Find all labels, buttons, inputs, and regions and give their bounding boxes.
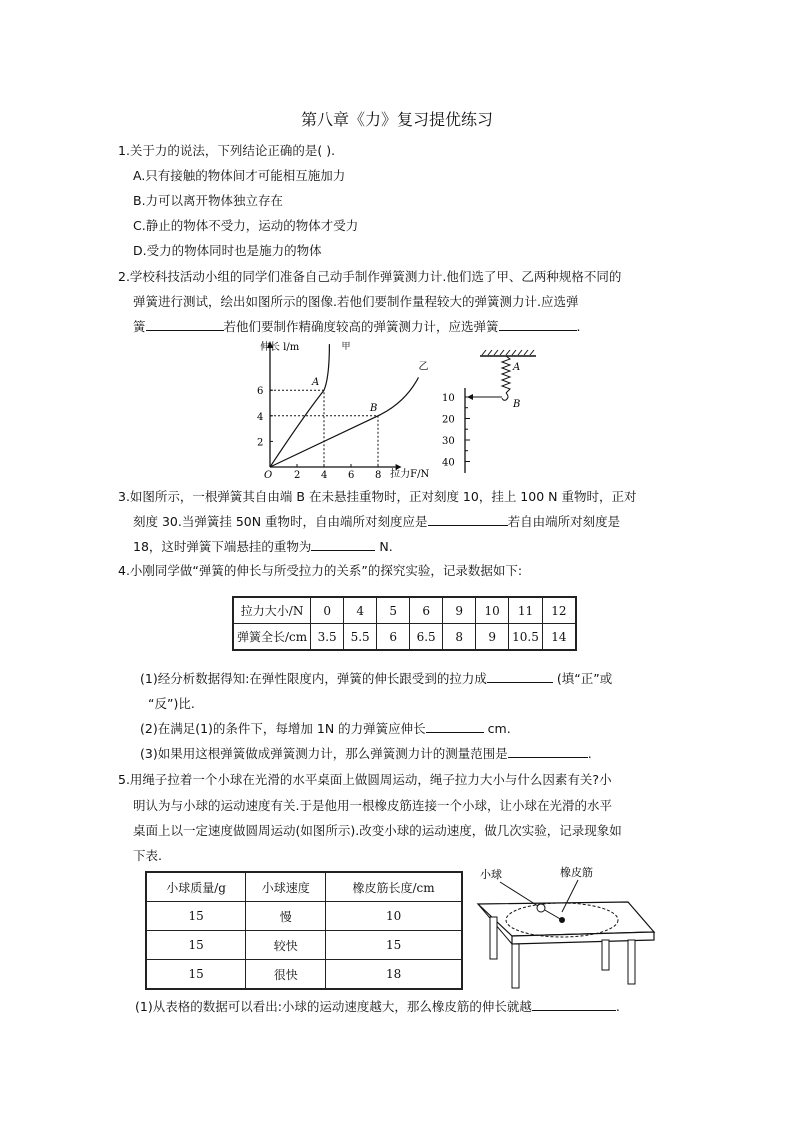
table-cell: 11 [509, 597, 543, 624]
q4-s3 [140, 745, 592, 763]
q4-data-table [232, 596, 577, 651]
q2-line3 [133, 318, 581, 336]
q5-text: (1)从表格的数据可以看出:小球的运动速度越大，那么橡皮筋的伸长就越 [135, 999, 532, 1014]
label-a: A [513, 362, 521, 373]
x-axis-label: 拉力F/N [390, 469, 430, 480]
ceiling-hatch [494, 350, 498, 355]
x-tick-label: 8 [375, 470, 382, 480]
q5-line4: 下表. [133, 848, 162, 863]
q3-text: 18，这时弹簧下端悬挂的重物为 [133, 539, 312, 554]
spring-scale-diagram [440, 345, 540, 477]
q4-s2 [140, 720, 511, 738]
q4-table-row [233, 624, 576, 651]
answer-blank[interactable] [426, 720, 484, 733]
q5-line2: 明认为与小球的运动速度有关.于是他用一根橡皮筋连接一个小球，让小球在光滑的水平 [133, 798, 612, 813]
table-cell: 9 [476, 624, 509, 651]
q3-line3 [133, 538, 393, 556]
q4-stem: 4.小刚同学做“弹簧的伸长与所受拉力的关系”的探究实验，记录数据如下: [118, 563, 523, 578]
ball-label: 小球 [480, 868, 502, 881]
ceiling-hatch [506, 350, 510, 355]
table-cell: 10.5 [509, 624, 543, 651]
rubber-band-label: 橡皮筋 [560, 866, 593, 879]
table-cell: 9 [443, 597, 476, 624]
table-cell: 弹簧全长/cm [233, 624, 311, 651]
table-ball-diagram [468, 862, 660, 994]
answer-blank[interactable] [499, 318, 577, 331]
q5-table-row [146, 872, 462, 902]
q4-text: (3)如果用这根弹簧做成弹簧测力计，那么弹簧测力计的测量范围是 [140, 746, 508, 761]
x-tick-label: 2 [294, 470, 301, 480]
table-cell: 14 [542, 624, 576, 651]
table-cell: 6.5 [410, 624, 443, 651]
answer-blank[interactable] [428, 513, 508, 526]
ceiling-hatch [512, 350, 516, 355]
table-cell: 18 [326, 960, 462, 990]
page-title: 第八章《力》复习提优练习 [300, 110, 493, 129]
table-cell: 3.5 [311, 624, 344, 651]
table-cell: 较快 [246, 931, 326, 960]
table-cell: 15 [326, 931, 462, 960]
series-line-yi [270, 377, 419, 467]
table-cell: 0 [311, 597, 344, 624]
table-cell: 6 [410, 597, 443, 624]
series-label-jia: 甲 [341, 342, 351, 353]
q5-text: . [615, 999, 620, 1014]
table-cell: 6 [377, 624, 410, 651]
q2-text: 若他们要制作精确度较高的弹簧测力计，应选弹簧 [223, 319, 499, 334]
spring-coil [502, 356, 510, 393]
q2-text: 簧 [133, 319, 146, 334]
q3-line2 [133, 513, 620, 531]
table-cell: 小球质量/g [146, 872, 246, 902]
q5-data-table [145, 871, 463, 990]
answer-blank[interactable] [508, 745, 588, 758]
q1-option-b: B.力可以离开物体独立存在 [133, 193, 284, 208]
point-label: B [370, 402, 378, 414]
q4-table-row [233, 597, 576, 624]
table-cell: 小球速度 [246, 872, 326, 902]
q5-table-row [146, 931, 462, 960]
q4-s1 [140, 670, 612, 688]
q5-s1 [135, 998, 620, 1016]
spring-hook [502, 393, 508, 400]
x-tick-label: 4 [321, 470, 328, 480]
y-axis-label: 伸长 l/m [260, 342, 300, 353]
table-cell: 15 [146, 931, 246, 960]
table-cell: 5 [377, 597, 410, 624]
q2-text: . [576, 319, 581, 334]
origin-label: O [264, 470, 273, 480]
q1-option-d: D.受力的物体同时也是施力的物体 [133, 243, 322, 258]
y-tick-label: 6 [257, 386, 264, 398]
q4-text: (1)经分析数据得知:在弹性限度内，弹簧的伸长跟受到的拉力成 [140, 671, 487, 686]
scale-label: 40 [442, 457, 455, 469]
q4-text: . [587, 746, 592, 761]
q4-text: (2)在满足(1)的条件下，每增加 1N 的力弹簧应伸长 [140, 721, 426, 736]
q4-s1-cont: “反”)比. [148, 696, 195, 711]
table-cell: 橡皮筋长度/cm [326, 872, 462, 902]
table-cell: 拉力大小/N [233, 597, 311, 624]
ball-icon [537, 904, 545, 912]
q2-line1: 2.学校科技活动小组的同学们准备自己动手制作弹簧测力计.他们选了甲、乙两种规格不同的 [118, 269, 622, 284]
ceiling-hatch [524, 350, 528, 355]
q5-table-row [146, 902, 462, 931]
q5-line3: 桌面上以一定速度做圆周运动(如图所示).改变小球的运动速度，做几次实验，记录现象如 [133, 823, 622, 838]
table-cell: 12 [542, 597, 576, 624]
q1-option-a: A.只有接触的物体间才可能相互施加力 [133, 168, 346, 183]
q3-line1: 3.如图所示，一根弹簧其自由端 B 在未悬挂重物时，正对刻度 10，挂上 100 N 重物时，正对 [118, 489, 637, 504]
q4-text: cm. [483, 721, 511, 736]
scale-label: 30 [442, 436, 455, 447]
table-cell: 慢 [246, 902, 326, 931]
table-cell: 10 [476, 597, 509, 624]
series-label-yi: 乙 [418, 361, 429, 373]
answer-blank[interactable] [311, 538, 375, 551]
ceiling-hatch [482, 350, 486, 355]
q3-text: 若自由端所对刻度是 [507, 514, 621, 529]
q1-option-c: C.静止的物体不受力，运动的物体才受力 [133, 218, 359, 233]
q2-line2: 弹簧进行测试，绘出如图所示的图像.若他们要制作量程较大的弹簧测力计.应选弹 [133, 294, 579, 309]
table-cell: 4 [344, 597, 377, 624]
ceiling-hatch [518, 350, 522, 355]
table-cell: 很快 [246, 960, 326, 990]
spring-extension-graph [252, 338, 432, 480]
point-label: A [312, 377, 320, 389]
table-cell: 15 [146, 902, 246, 931]
table-cell: 5.5 [344, 624, 377, 651]
scale-label: 10 [442, 393, 455, 404]
table-cell: 8 [443, 624, 476, 651]
ceiling-hatch [488, 350, 492, 355]
x-tick-label: 6 [348, 470, 355, 480]
q4-text: (填“正”或 [552, 671, 613, 686]
table-cell: 15 [146, 960, 246, 990]
answer-blank[interactable] [487, 670, 553, 683]
y-tick-label: 4 [257, 411, 264, 423]
y-tick-label: 2 [257, 437, 264, 449]
q1-stem: 1.关于力的说法，下列结论正确的是( ). [118, 143, 336, 158]
ceiling-hatch [530, 350, 534, 355]
answer-blank[interactable] [146, 318, 224, 331]
q5-table-row [146, 960, 462, 990]
scale-label: 20 [442, 414, 455, 426]
q3-text: 刻度 30.当弹簧挂 50N 重物时，自由端所对刻度应是 [133, 514, 428, 529]
q3-text: N. [375, 539, 393, 554]
series-line-jia [270, 344, 329, 467]
ceiling-hatch [500, 350, 504, 355]
table-cell: 10 [326, 902, 462, 931]
label-b: B [513, 399, 521, 410]
q5-line1: 5.用绳子拉着一个小球在光滑的水平桌面上做圆周运动，绳子拉力大小与什么因素有关?小 [118, 772, 612, 787]
answer-blank[interactable] [532, 998, 616, 1011]
